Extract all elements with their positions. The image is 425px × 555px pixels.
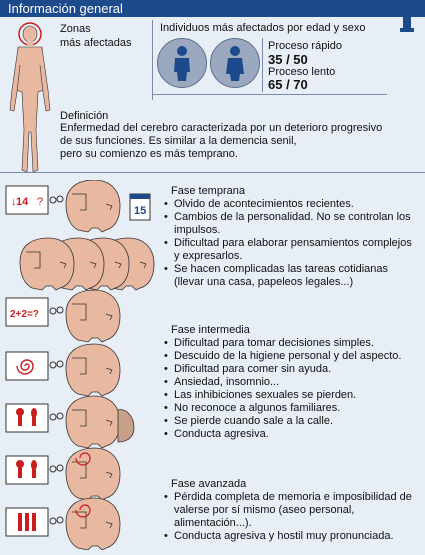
list-item: • Dificultad para elaborar pensamientos complejos y expresarlos.: [164, 237, 414, 263]
list-item: • Olvido de acontecimientos recientes.: [164, 198, 414, 211]
list-item: • Cambios de la personalidad. No se controlan los impulsos.: [164, 211, 414, 237]
fase-avanzada-list: [164, 491, 414, 543]
body-figure: [2, 20, 58, 180]
divider-horizontal: [152, 94, 387, 95]
list-item: • Descuido de la higiene personal y del aspecto.: [164, 350, 414, 363]
header-title: Información general: [8, 1, 123, 16]
section-separator: [0, 172, 425, 173]
divider-vertical: [152, 20, 153, 100]
list-item: • Se hacen complicadas las tareas cotidianas (llevar una casa, papeleos legales...): [164, 263, 414, 289]
zonas-line2: más afectadas: [60, 37, 132, 49]
math-text: 2+2=?: [10, 309, 39, 320]
utensils-icon: [6, 404, 48, 432]
svg-text:?: ?: [37, 196, 44, 208]
list-item: • Conducta agresiva.: [164, 428, 414, 441]
math-icon: [6, 298, 48, 326]
calendar-number: 14: [16, 196, 29, 208]
info-icon[interactable]: [395, 2, 419, 34]
divider-vertical-2: [262, 38, 263, 92]
fase-intermedia-title: Fase intermedia: [171, 324, 250, 336]
individuos-title: Individuos más afectados por edad y sexo: [160, 22, 366, 34]
definicion-line2: de sus funciones. Es similar a la demencia senil,: [60, 135, 297, 147]
proceso-lento-label: Proceso lento: [268, 66, 336, 78]
list-item: • Pérdida completa de memoria e imposibilidad de valerse por sí mismo (aseo personal, alimentación...).: [164, 491, 414, 530]
stage-illustrations: [0, 180, 160, 550]
spiral-icon: [6, 352, 48, 380]
fase-temprana-title: Fase temprana: [171, 185, 245, 197]
definicion-line3: pero su comienzo es más temprano.: [60, 148, 238, 160]
proceso-rapido-label: Proceso rápido: [268, 40, 342, 52]
list-item: • Ansiedad, insomnio...: [164, 376, 414, 389]
zonas-label: [60, 22, 132, 50]
bars-icon: [6, 508, 48, 536]
definicion-line1: Enfermedad del cerebro caracterizada por un deterioro progresivo: [60, 122, 383, 134]
proceso-lento-value: 65 / 70: [268, 77, 308, 92]
definicion-label: Definición: [60, 110, 109, 122]
big-calendar-icon: [130, 194, 150, 220]
list-item: • Las inhibiciones sexuales se pierden.: [164, 389, 414, 402]
calendar-icon: [6, 186, 48, 214]
list-item: • Se pierde cuando sale a la calle.: [164, 415, 414, 428]
list-item: • Dificultad para tomar decisiones simples.: [164, 337, 414, 350]
header-bar: [0, 0, 425, 17]
fase-temprana-list: [164, 198, 414, 289]
zonas-line1: Zonas: [60, 23, 91, 35]
list-item: • No reconoce a algunos familiares.: [164, 402, 414, 415]
female-silhouette-icon: [210, 38, 260, 88]
male-silhouette-icon: [157, 38, 207, 88]
definicion-text: [60, 122, 420, 161]
fase-intermedia-list: [164, 337, 414, 441]
list-item: • Conducta agresiva y hostil muy pronunciada.: [164, 530, 414, 543]
proceso-rapido-value: 35 / 50: [268, 52, 308, 67]
fase-avanzada-title: Fase avanzada: [171, 478, 247, 490]
list-item: • Dificultad para comer sin ayuda.: [164, 363, 414, 376]
svg-text:↓: ↓: [11, 196, 17, 208]
utensils-icon-2: [6, 456, 48, 484]
big-calendar-number: 15: [134, 205, 147, 217]
